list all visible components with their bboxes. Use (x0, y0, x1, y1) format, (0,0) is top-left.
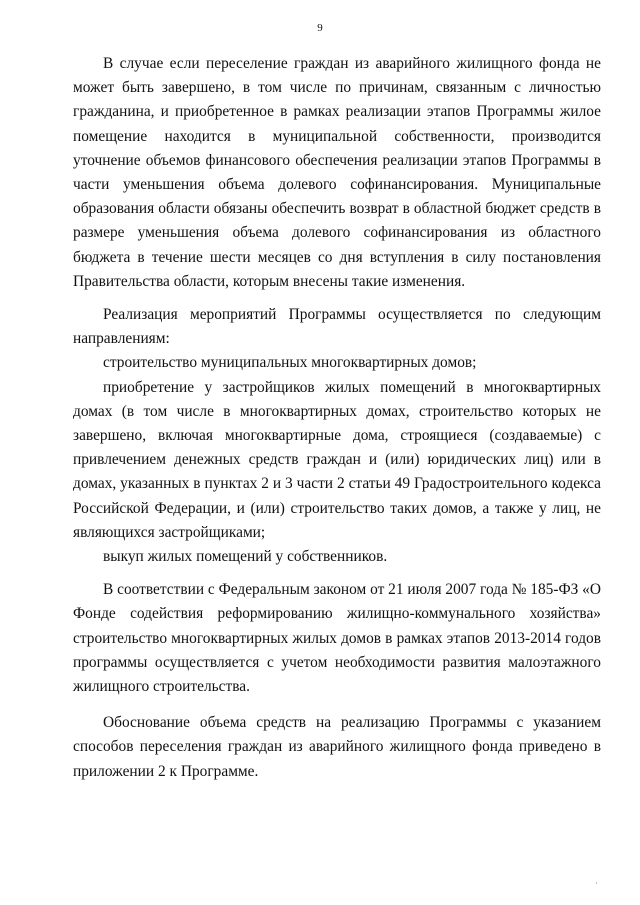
paragraph-direction-acquisition: приобретение у застройщиков жилых помещений в многоквартирных домах (в том числе в многоквартирных домах, строительство которых не завершено, включая многоквартирные дома, строящиеся (создаваемые) с привлечением денежных средств граждан и (или) юридических лиц) или в домах, указанных в пунктах 2 и 3 части 2 статьи 49 Градостроительного кодекса Российской Федерации, и (или) строительство таких домов, а также у лиц, не являющихся застройщиками; (73, 378, 601, 541)
paragraph-direction-construction: строительство муниципальных многоквартирных домов; (103, 354, 477, 372)
paragraph-direction-buyout: выкуп жилых помещений у собственников. (103, 548, 388, 566)
page-number: 9 (317, 22, 323, 34)
paragraph-resettlement-not-completed: В случае если переселение граждан из аварийного жилищного фонда не может быть завершено, в том числе по причинам, связанным с личностью гражданина, и приобретенное в рамках реализации этапов Программы жилое помещение находится в муниципальной собственности, производится уточнение объемов финансового обеспечения реализации этапов Программы в части уменьшения объема долевого софинансирования. Муниципальные образования области обязаны обеспечить возврат в областной бюджет средств в размере уменьшения объема долевого софинансирования из областного бюджета в течение шести месяцев со дня вступления в силу постановления Правительства области, которым внесены такие изменения. (73, 55, 601, 290)
margin-mark: · (595, 878, 598, 888)
paragraph-federal-law: В соответствии с Федеральным законом от 21 июля 2007 года № 185-ФЗ «О Фонде содействия реформированию жилищно-коммунального хозяйства» строительство многоквартирных жилых домов в рамках этапов 2013-2014 годов программы осуществляется с учетом необходимости развития малоэтажного жилищного строительства. (73, 581, 601, 696)
paragraph-funding-justification: Обоснование объема средств на реализацию Программы с указанием способов переселения граждан из аварийного жилищного фонда приведено в приложении 2 к Программе. (73, 714, 601, 780)
document-body (73, 52, 601, 784)
paragraph-program-directions: Реализация мероприятий Программы осуществляется по следующим направлениям: (73, 306, 601, 348)
